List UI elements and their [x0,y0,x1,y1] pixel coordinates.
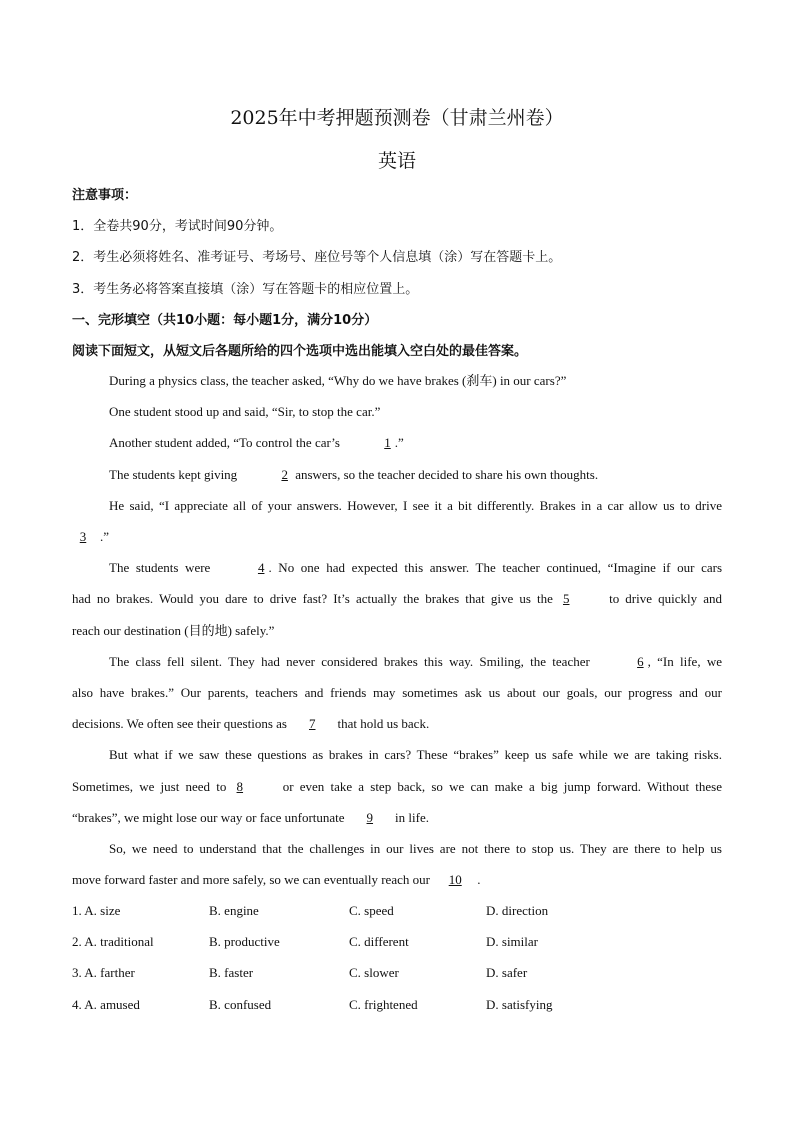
passage-paragraph-7-line-2: also have brakes.” Our parents, teachers and friends may sometimes ask us about our goals, our progress and our [72,685,722,701]
note-item-1: 1．全卷共90分，考试时间90分钟。 [72,219,283,234]
passage-text: Sometimes, we just need to [72,778,233,794]
option-c: C. different [349,934,409,949]
passage-paragraph-1: During a physics class, the teacher asked, “Why do we have brakes (刹车) in our cars?” [109,373,567,388]
blank-4: 4 [257,560,265,576]
option-d: D. direction [486,903,549,918]
passage-text: move forward faster and more safely, so we can eventually reach our [72,872,434,888]
question-4-options [72,997,722,1017]
question-2-options [72,934,722,954]
exam-subject: 英语 [377,150,416,172]
option-a: 4. A. amused [72,997,140,1012]
option-c: C. frightened [349,997,418,1012]
passage-paragraph-7-line-3 [72,708,722,739]
blank-5: 5 [562,591,570,607]
passage-text: had no brakes. Would you dare to drive fast? It’s actually the brakes that give us the [72,591,559,607]
passage-text: or even take a step back, so we can make a big jump forward. Without these [276,778,722,794]
option-b: B. confused [209,997,272,1012]
option-a: 3. A. farther [72,965,135,980]
question-3-options [72,965,722,985]
option-b: B. engine [209,903,259,918]
passage-text: . [477,872,481,888]
passage-paragraph-9-line-2 [72,864,722,895]
passage-paragraph-6-line-3: reach our destination (目的地) safely.” [72,622,275,638]
passage-paragraph-7 [72,646,722,677]
blank-6: 6 [637,653,644,669]
option-c: C. speed [349,903,394,918]
passage-paragraph-5: He said, “I appreciate all of your answers. However, I see it a bit differently. Brakes in a car allow us to drive [109,497,722,513]
passage-text: The students kept giving [109,466,241,482]
section-instruction: 阅读下面短文，从短文后各题所给的四个选项中选出能填入空白处的最佳答案。 [72,344,528,359]
passage-paragraph-8-line-3 [72,802,722,833]
passage-paragraph-2: One student stood up and said, “Sir, to stop the car.” [109,404,381,420]
passage-text: .” [394,435,404,451]
blank-8: 8 [236,778,244,794]
blank-7: 7 [308,716,316,732]
passage [72,365,722,895]
option-a: 1. A. size [72,903,121,918]
passage-text: The class fell silent. They had never considered brakes this way. Smiling, the teacher [109,653,597,669]
passage-text: Another student added, “To control the car’s [109,435,344,451]
note-item-2: 2．考生必须将姓名、准考证号、考场号、座位号等个人信息填（涂）写在答题卡上。 [72,250,562,265]
passage-paragraph-8: But what if we saw these questions as brakes in cars? These “brakes” keep us safe while we are taking risks. [109,747,722,763]
blank-2: 2 [281,466,288,482]
passage-paragraph-3 [72,427,722,458]
passage-text: in life. [391,809,429,825]
option-d: D. satisfying [486,997,553,1012]
option-c: C. slower [349,965,399,980]
passage-paragraph-6 [72,552,722,583]
passage-text: that hold us back. [334,716,430,732]
option-b: B. faster [209,965,254,980]
passage-text: answers, so the teacher decided to share his own thoughts. [291,466,599,482]
blank-10: 10 [448,872,462,888]
note-item-3: 3．考生务必将答案直接填（涂）写在答题卡的相应位置上。 [72,282,419,297]
option-d: D. similar [486,934,538,949]
passage-text: decisions. We often see their questions as [72,716,291,732]
passage-text: , “In life, we [647,653,722,669]
notes-heading: 注意事项： [72,188,138,203]
passage-paragraph-9: So, we need to understand that the challenges in our lives are not there to stop us. They are there to help us [109,841,722,857]
blank-3: 3 [79,529,87,545]
blank-1: 1 [384,435,391,451]
section-heading: 一、完形填空（共10小题：每小题1分，满分10分） [72,313,378,328]
passage-paragraph-6-line-2 [72,583,722,614]
passage-text: “brakes”, we might lose our way or face unfortunate [72,809,348,825]
passage-paragraph-8-line-2 [72,771,722,802]
exam-title: 2025年中考押题预测卷（甘肃兰州卷） [230,107,564,129]
passage-paragraph-5-end [72,521,722,552]
question-1-options [72,903,722,923]
passage-text: . No one had expected this answer. The teacher continued, “Imagine if our cars [268,560,722,576]
passage-text: .” [100,529,110,545]
passage-paragraph-4 [72,459,722,490]
option-d: D. safer [486,965,528,980]
passage-text: to drive quickly and [602,591,722,607]
option-a: 2. A. traditional [72,934,154,949]
passage-text: The students were [109,560,217,576]
option-b: B. productive [209,934,280,949]
blank-9: 9 [366,809,374,825]
